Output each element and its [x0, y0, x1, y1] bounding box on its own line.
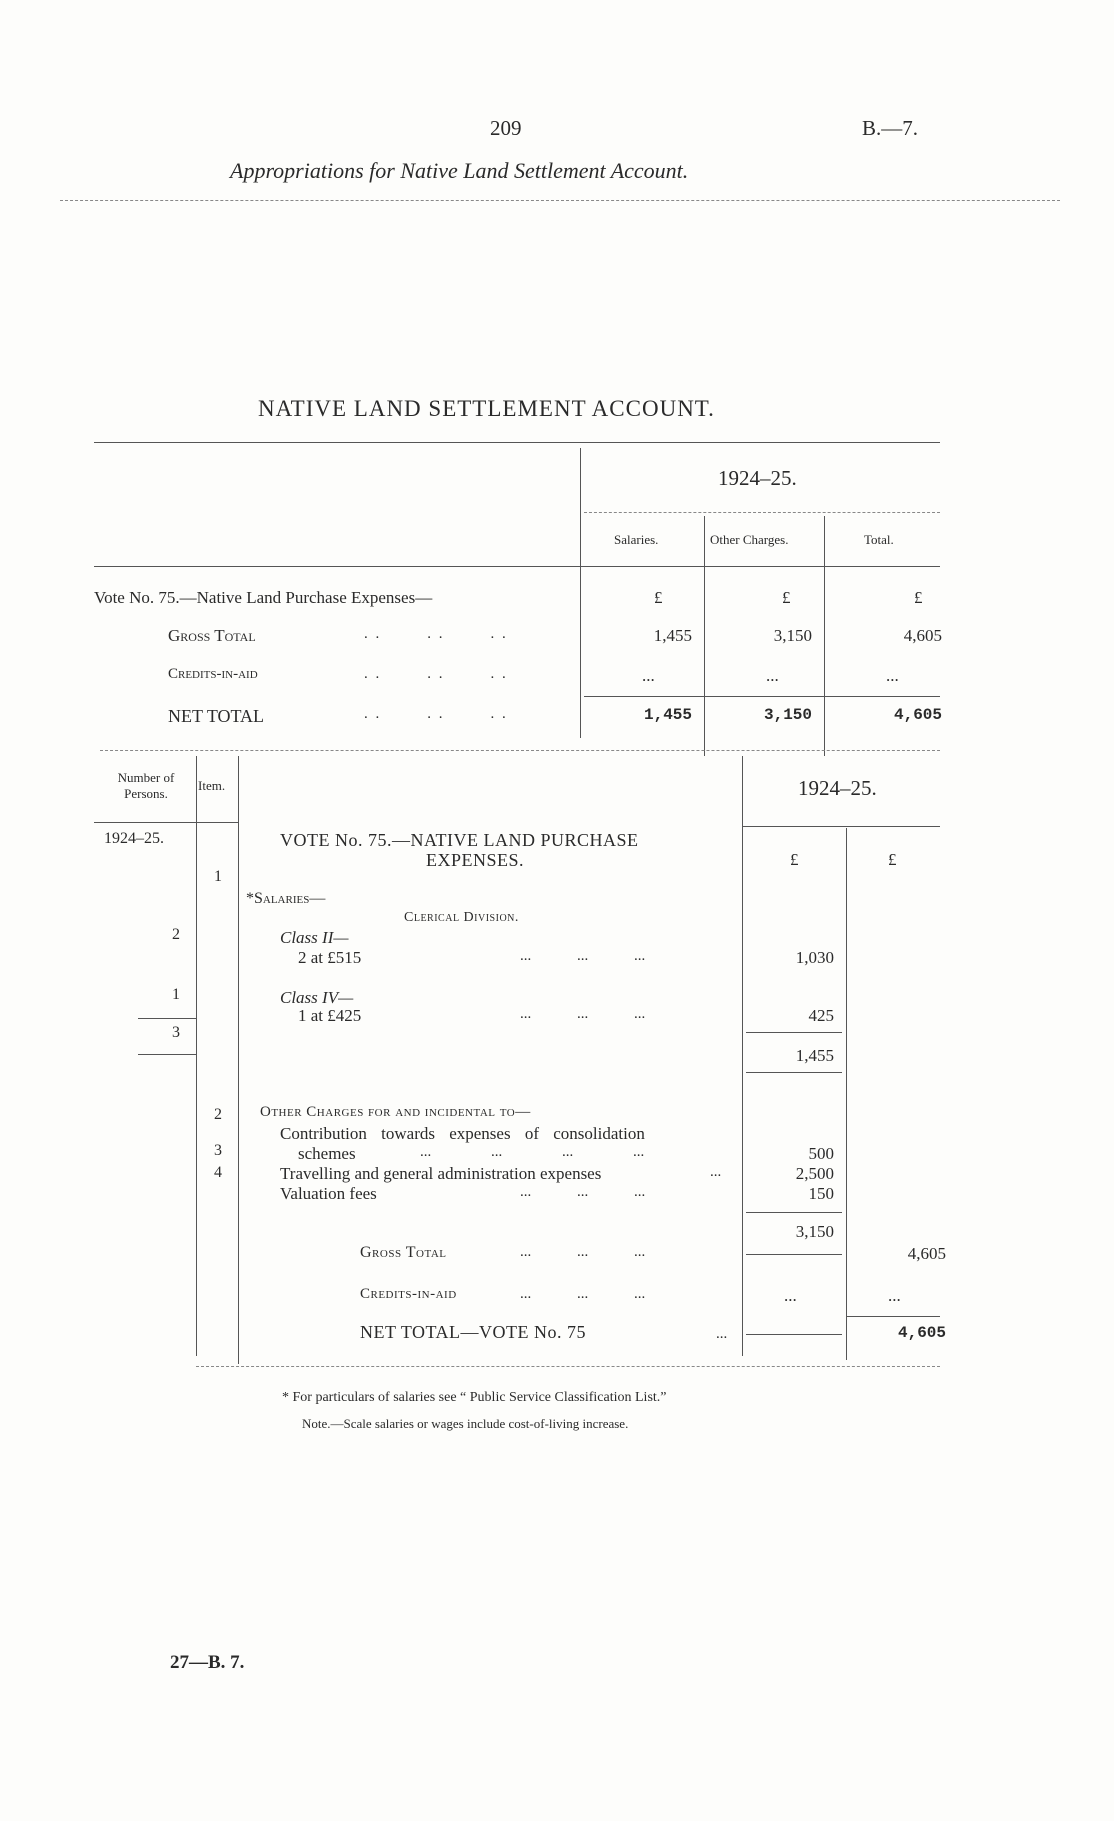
detail-rule-item [238, 756, 239, 1364]
detail-vote-title-2: EXPENSES. [426, 850, 525, 870]
detail-col-persons-text: Number of Persons. [117, 770, 175, 801]
summary-year-rule [584, 512, 940, 513]
summary-credits-salaries: ... [642, 666, 655, 685]
detail-bottom-rule [196, 1366, 940, 1367]
detail-vote-title-1: VOTE No. 75.—NATIVE LAND PURCHASE [280, 830, 639, 850]
detail-gross-value: 4,605 [907, 1244, 946, 1263]
detail-other-item-3-line1: Travelling and general administration expenses [280, 1164, 602, 1183]
footnote-1: * For particulars of salaries see “ Public Service Classification List.” [282, 1390, 667, 1405]
detail-persons-total-rule [138, 1054, 196, 1055]
detail-other-total: 3,150 [795, 1222, 834, 1241]
summary-vote-line: Vote No. 75.—Native Land Purchase Expenses— [94, 588, 433, 607]
detail-net-dash [746, 1334, 842, 1335]
detail-other-item-3-value: 2,500 [795, 1164, 834, 1183]
footnote-2: Note.—Scale salaries or wages include cost-of-living increase. [302, 1416, 629, 1431]
summary-col-salaries: Salaries. [614, 532, 659, 547]
detail-division-heading: Clerical Division. [404, 910, 519, 925]
running-title: Appropriations for Native Land Settlement Account. [230, 158, 689, 183]
detail-other-rule [746, 1212, 842, 1213]
detail-gross-leaders: ... ... ... [520, 1244, 646, 1260]
detail-net-leaders: ... [716, 1326, 728, 1342]
detail-persons-year: 1924–25. [104, 830, 164, 847]
detail-class4-persons: 1 [172, 986, 180, 1003]
detail-class4-leaders: ... ... ... [520, 1006, 646, 1022]
detail-net-label: NET TOTAL—VOTE No. 75 [360, 1322, 587, 1342]
detail-item-4: 4 [214, 1164, 222, 1181]
summary-currency-salaries: £ [654, 588, 663, 607]
summary-gross-salaries: 1,455 [653, 626, 692, 645]
detail-class4-line: 1 at £425 [298, 1006, 362, 1025]
summary-header-rule [94, 566, 940, 567]
detail-currency-2: £ [888, 850, 897, 869]
detail-other-item-4-leaders: ... ... ... [520, 1184, 646, 1200]
detail-persons-subtotal-rule [138, 1018, 196, 1019]
detail-other-item-4-value: 150 [808, 1184, 834, 1203]
detail-other-item-4-line1: Valuation fees [280, 1184, 377, 1203]
summary-col-total: Total. [864, 532, 894, 547]
detail-rule-amounts [846, 828, 847, 1360]
detail-other-item-3-leaders: ... [710, 1164, 722, 1180]
detail-salaries-heading: *Salaries— [246, 890, 326, 907]
summary-year: 1924–25. [718, 466, 797, 490]
detail-salaries-rule [746, 1032, 842, 1033]
summary-net-rule [584, 696, 940, 697]
detail-col-persons [100, 770, 192, 802]
summary-currency-total: £ [914, 588, 923, 607]
summary-divider [580, 448, 581, 738]
detail-other-item-2-line2: schemes [298, 1144, 356, 1163]
detail-credits-label: Credits-in-aid [360, 1286, 457, 1302]
detail-item-3: 3 [214, 1142, 222, 1159]
detail-net-rule [846, 1316, 940, 1317]
detail-other-item-2-line1: Contribution towards expenses of consolidation [280, 1124, 645, 1143]
footer-signature: 27—B. 7. [170, 1652, 245, 1673]
detail-persons-total: 3 [172, 1024, 180, 1041]
section-code: B.—7. [862, 116, 919, 140]
detail-credits-value-1: ... [784, 1286, 797, 1305]
detail-class4-label: Class IV— [280, 988, 354, 1007]
summary-top-rule [94, 442, 940, 443]
detail-net-value: 4,605 [897, 1324, 946, 1342]
summary-credits-label: Credits-in-aid [168, 666, 258, 682]
summary-credits-total: ... [886, 666, 899, 685]
summary-gross-total: 4,605 [903, 626, 942, 645]
summary-net-label: NET TOTAL [168, 706, 265, 726]
detail-class2-leaders: ... ... ... [520, 948, 646, 964]
summary-credits-leaders: . . . . . . [364, 666, 508, 682]
detail-rule-desc [742, 756, 743, 1356]
summary-net-salaries: 1,455 [643, 706, 692, 724]
detail-class2-line: 2 at £515 [298, 948, 362, 967]
summary-currency-other: £ [782, 588, 791, 607]
detail-item-1: 1 [214, 868, 222, 885]
summary-col-other: Other Charges. [710, 532, 789, 547]
detail-currency-1: £ [790, 850, 799, 869]
page-number: 209 [490, 116, 522, 140]
summary-title: NATIVE LAND SETTLEMENT ACCOUNT. [258, 396, 715, 421]
summary-net-other: 3,150 [763, 706, 812, 724]
detail-gross-label: Gross Total [360, 1244, 447, 1261]
detail-class2-label: Class II— [280, 928, 349, 947]
detail-header-rule-left [94, 822, 238, 823]
detail-other-heading: Other Charges for and incidental to— [260, 1104, 531, 1120]
summary-col-rule-1 [704, 516, 705, 756]
detail-class4-value: 425 [808, 1006, 834, 1025]
detail-salaries-total: 1,455 [795, 1046, 834, 1065]
summary-net-leaders: . . . . . . [364, 706, 508, 722]
header-rule [60, 200, 1060, 201]
summary-gross-leaders: . . . . . . [364, 626, 508, 642]
detail-other-item-2-value: 500 [808, 1144, 834, 1163]
detail-item-2: 2 [214, 1106, 222, 1123]
summary-gross-label: Gross Total [168, 626, 256, 645]
detail-header-rule-right [742, 826, 940, 827]
detail-other-item-2-leaders: ... ... ... ... [420, 1144, 645, 1160]
summary-credits-other: ... [766, 666, 779, 685]
detail-credits-leaders: ... ... ... [520, 1286, 646, 1302]
detail-col-item: Item. [198, 778, 226, 793]
detail-class2-persons: 2 [172, 926, 180, 943]
detail-gross-rule [746, 1254, 842, 1255]
detail-class2-value: 1,030 [795, 948, 834, 967]
summary-col-rule-2 [824, 516, 825, 756]
detail-year: 1924–25. [798, 776, 877, 800]
summary-gross-other: 3,150 [773, 626, 812, 645]
detail-credits-value-2: ... [888, 1286, 901, 1305]
summary-bottom-rule [100, 750, 940, 751]
detail-rule-persons [196, 756, 197, 1356]
detail-salaries-bottom-rule [746, 1072, 842, 1073]
summary-net-total: 4,605 [893, 706, 942, 724]
